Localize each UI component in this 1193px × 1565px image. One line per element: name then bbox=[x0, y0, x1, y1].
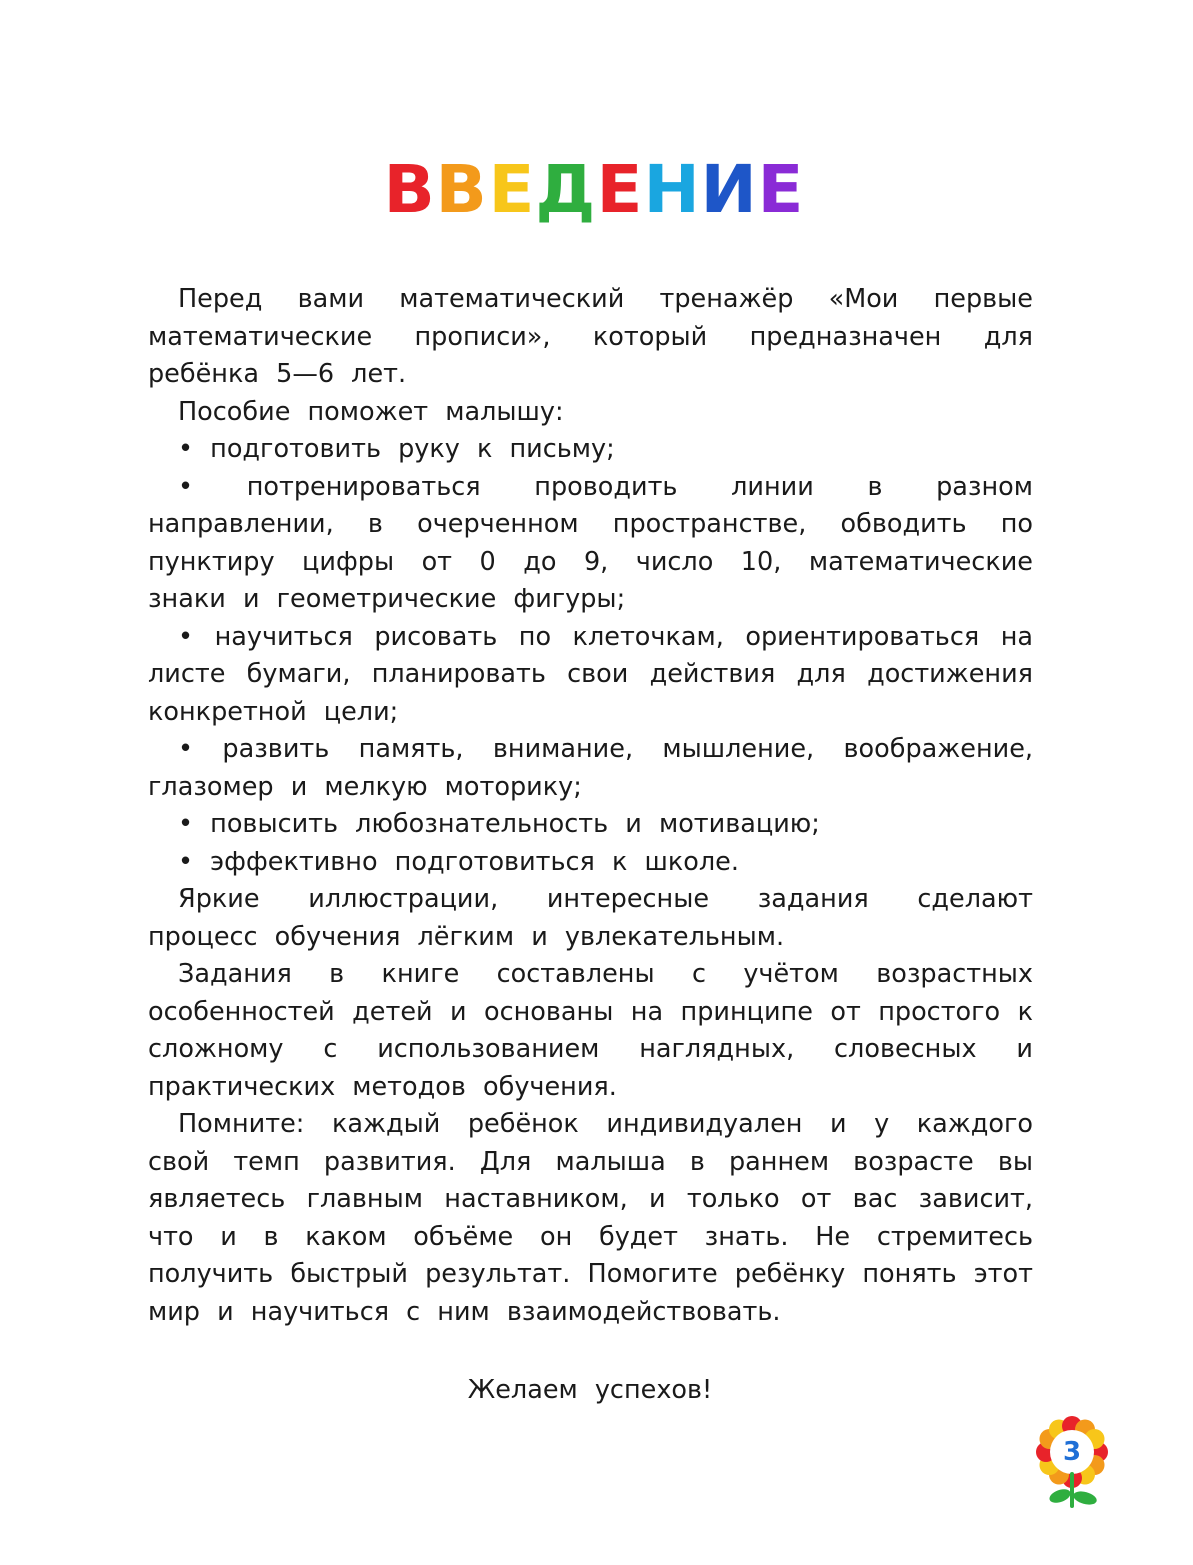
bullet-icon: • bbox=[178, 471, 194, 502]
remember-paragraph: Помните: каждый ребёнок индивидуален и у каждого свой темп развития. Для малыша в раннем возрасте вы являетесь главным наставником, и только от вас зависит, что и в каком объёме он будет знать. Не стремитесь получить быстрый результат. Помогите ребёнку понять этот мир и научиться с ним взаимодействовать. bbox=[148, 1109, 1033, 1327]
list-item bbox=[148, 731, 1033, 806]
bullet-icon: • bbox=[178, 621, 194, 652]
list-item-text: развить память, внимание, мышление, воображение, глазомер и мелкую моторику; bbox=[148, 734, 1033, 802]
list-item bbox=[148, 469, 1033, 619]
title-letter: Е bbox=[757, 151, 804, 228]
flower-leaf-right bbox=[1072, 1489, 1098, 1507]
title-letter: И bbox=[700, 151, 757, 228]
bullet-icon: • bbox=[178, 809, 194, 839]
title-letter: Е bbox=[596, 151, 643, 228]
tasks-paragraph: Задания в книге составлены с учётом возрастных особенностей детей и основаны на принципе от простого к сложному с использованием наглядных, словесных и практических методов обучения. bbox=[148, 959, 1033, 1102]
list-item bbox=[148, 619, 1033, 732]
bullet-icon: • bbox=[178, 846, 194, 877]
bullet-icon: • bbox=[178, 734, 194, 764]
list-item-text: подготовить руку к письму; bbox=[210, 434, 615, 464]
intro-paragraph: Перед вами математический тренажёр «Мои первые математические прописи», который предназначен для ребёнка 5—6 лет. bbox=[148, 284, 1033, 389]
list-item bbox=[148, 844, 1033, 882]
intro-body bbox=[148, 281, 1033, 1331]
benefits-list bbox=[148, 431, 1033, 881]
list-item-text: эффективно подготовиться к школе. bbox=[210, 846, 739, 877]
list-item bbox=[148, 431, 1033, 469]
flower-leaf-left bbox=[1048, 1487, 1073, 1506]
page-number-badge bbox=[1028, 1412, 1116, 1512]
title-letter: В bbox=[435, 151, 488, 228]
list-item-text: повысить любознательность и мотивацию; bbox=[210, 809, 820, 839]
title-letter: Н bbox=[643, 151, 700, 228]
list-item-text: научиться рисовать по клеточкам, ориентироваться на листе бумаги, планировать свои действия для достижения конкретной цели; bbox=[148, 621, 1033, 727]
list-item-text: потренироваться проводить линии в разном направлении, в очерченном пространстве, обводить по пунктиру цифры от 0 до 9, число 10, математические знаки и геометрические фигуры; bbox=[148, 471, 1033, 614]
illustrations-paragraph: Яркие иллюстрации, интересные задания сделают процесс обучения лёгким и увлекательным. bbox=[148, 884, 1033, 952]
page-number: 3 bbox=[1062, 1437, 1082, 1467]
title-letter: В bbox=[383, 151, 435, 228]
page-title bbox=[383, 150, 804, 230]
closing-wish: Желаем успехов! bbox=[467, 1375, 713, 1405]
help-lead-paragraph: Пособие поможет малышу: bbox=[178, 396, 564, 427]
list-item bbox=[148, 806, 1033, 844]
title-letter: Е bbox=[488, 151, 535, 228]
bullet-icon: • bbox=[178, 434, 194, 464]
title-letter: Д bbox=[535, 151, 596, 228]
